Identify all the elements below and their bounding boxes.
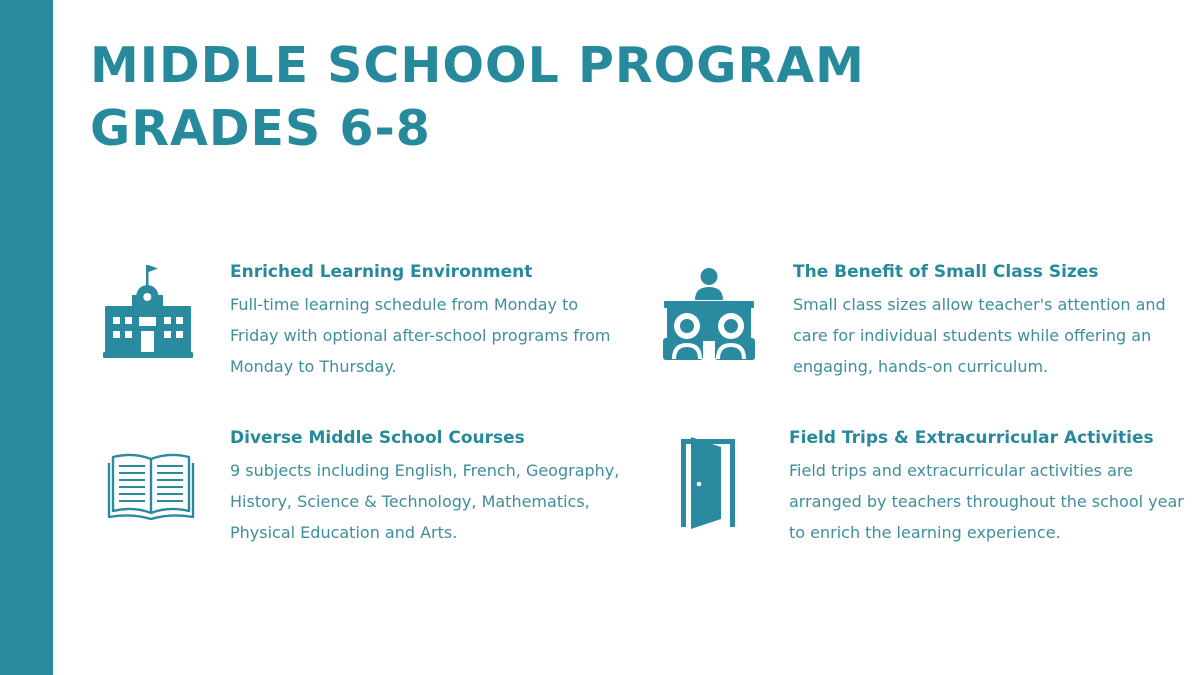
feature-heading: The Benefit of Small Class Sizes: [793, 262, 1099, 282]
feature-heading: Field Trips & Extracurricular Activities: [789, 428, 1154, 448]
feature-description: 9 subjects including English, French, Geography, History, Science & Technology, Mathematics, Physical Education and Arts.: [230, 461, 620, 542]
open-book-icon: [107, 453, 195, 521]
feature-description: Field trips and extracurricular activities are arranged by teachers throughout the school year to enrich the learning experience.: [789, 461, 1184, 542]
feature-heading: Diverse Middle School Courses: [230, 428, 525, 448]
page-title: [90, 34, 865, 160]
feature-heading: Enriched Learning Environment: [230, 262, 533, 282]
feature-description: Full-time learning schedule from Monday to Friday with optional after-school programs from Monday to Thursday.: [230, 295, 611, 376]
page-title-line-2: GRADES 6-8: [90, 100, 431, 157]
side-accent-bar: [0, 0, 53, 675]
page-title-line-1: MIDDLE SCHOOL PROGRAM: [90, 37, 865, 94]
school-building-icon: [103, 265, 193, 361]
classroom-teacher-students-icon: [662, 268, 756, 360]
open-door-icon: [681, 437, 737, 529]
feature-description: Small class sizes allow teacher's attention and care for individual students while offering an engaging, hands-on curriculum.: [793, 295, 1166, 376]
